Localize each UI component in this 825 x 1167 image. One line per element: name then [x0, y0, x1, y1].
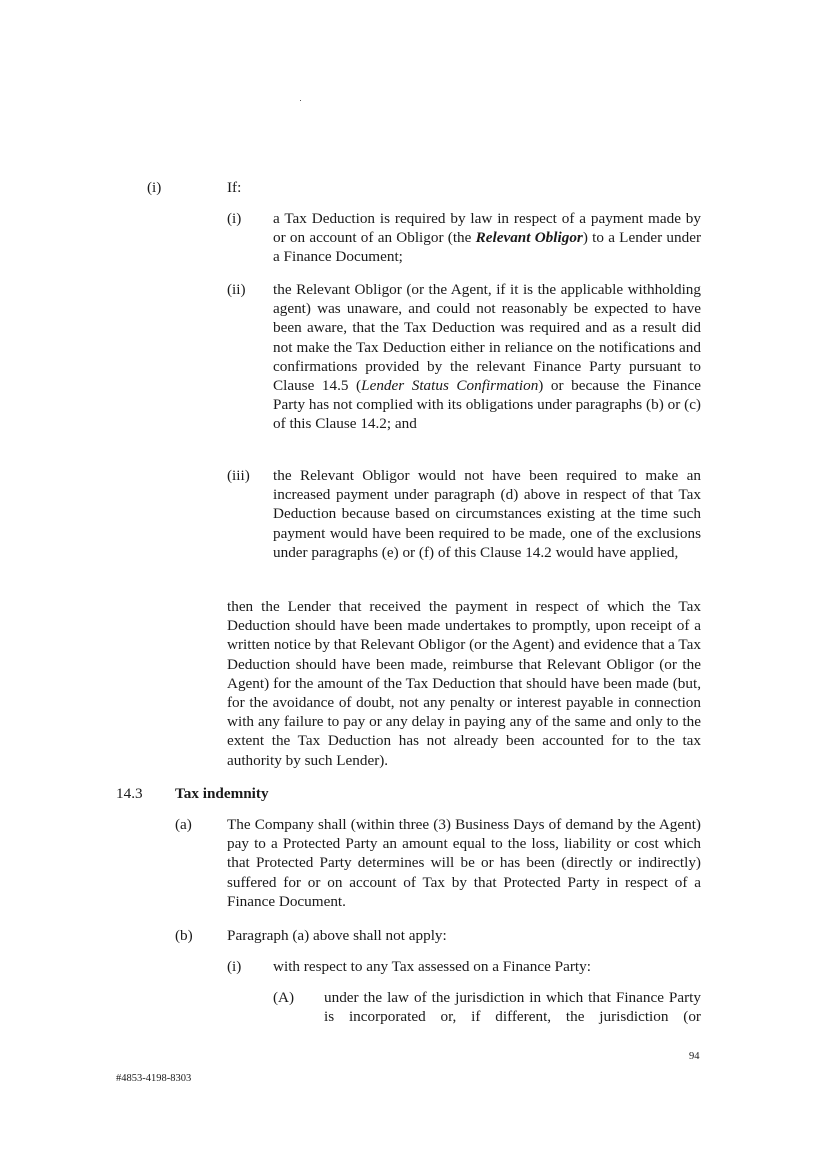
defined-term: Relevant Obligor	[475, 229, 583, 247]
paragraph-b-text: Paragraph (a) above shall not apply:	[227, 927, 447, 944]
clause-i-conclusion: then the Lender that received the payment in respect of which the Tax Deduction should have been made undertakes to promptly, upon receipt of a written notice by that Relevant Obligor (or the Agent) and evidence that a Tax Deduction should have been made, reimburse that Relevant Obligor (or the Agent) for the amount of the Tax Deduction that should have been made (but, for the avoidance of doubt, not any penalty or interest payable in connection with any failure to pay or any delay in paying any of the same and only to the extent the Tax Deduction has not already been accounted for to the tax authority by such Lender).	[227, 598, 701, 769]
subclause-label: (i)	[227, 210, 242, 227]
subclause-label: (iii)	[227, 467, 250, 484]
paragraph-a-text: The Company shall (within three (3) Business Days of demand by the Agent) pay to a Protected Party an amount equal to the loss, liability or cost which that Protected Party determines will be or has been (directly or indirectly) suffered for or on account of Tax by that Protected Party in respect of a Finance Document.	[227, 816, 701, 910]
paragraph-b-i-text: with respect to any Tax assessed on a Finance Party:	[273, 958, 591, 975]
paragraph-A-label: (A)	[273, 989, 295, 1006]
section-title: Tax indemnity	[175, 785, 269, 802]
subclause-text: the Relevant Obligor (or the Agent, if it is the applicable withholding agent) was unaware, and could not reasonably be expected to have been aware, that the Tax Deduction was required and as a result did not make the Tax Deduction either in reliance on the notifications and confirmations provided by the relevant Finance Party pursuant to Clause 14.5 (Lender Status Confirmation) or because the Finance Party has not complied with its obligations under paragraphs (b) or (c) of this Clause 14.2; and	[273, 281, 701, 433]
subclause-text: a Tax Deduction is required by law in respect of a payment made by or on account of an Obligor (the Relevant Obligor) to a Lender under a Finance Document;	[273, 210, 702, 266]
page-mark-dot	[300, 100, 301, 101]
section-number: 14.3	[116, 785, 143, 802]
paragraph-A-text: under the law of the jurisdiction in which that Finance Party is incorporated or, if different, the jurisdiction (or	[324, 989, 701, 1026]
page-number: 94	[689, 1051, 700, 1062]
paragraph-a-label: (a)	[175, 816, 192, 833]
clause-reference: Lender Status Confirmation	[361, 377, 539, 395]
document-id: #4853-4198-8303	[116, 1073, 192, 1084]
paragraph-b-i-label: (i)	[227, 958, 242, 975]
clause-i-intro: If:	[227, 179, 242, 196]
clause-i-label: (i)	[147, 179, 162, 196]
subclause-label: (ii)	[227, 281, 246, 298]
subclause-text: the Relevant Obligor would not have been required to make an increased payment under paragraph (d) above in respect of that Tax Deduction because based on circumstances existing at the time such payment would have been required to be made, one of the exclusions under paragraphs (e) or (f) of this Clause 14.2 would have applied,	[273, 467, 701, 561]
paragraph-b-label: (b)	[175, 927, 193, 944]
